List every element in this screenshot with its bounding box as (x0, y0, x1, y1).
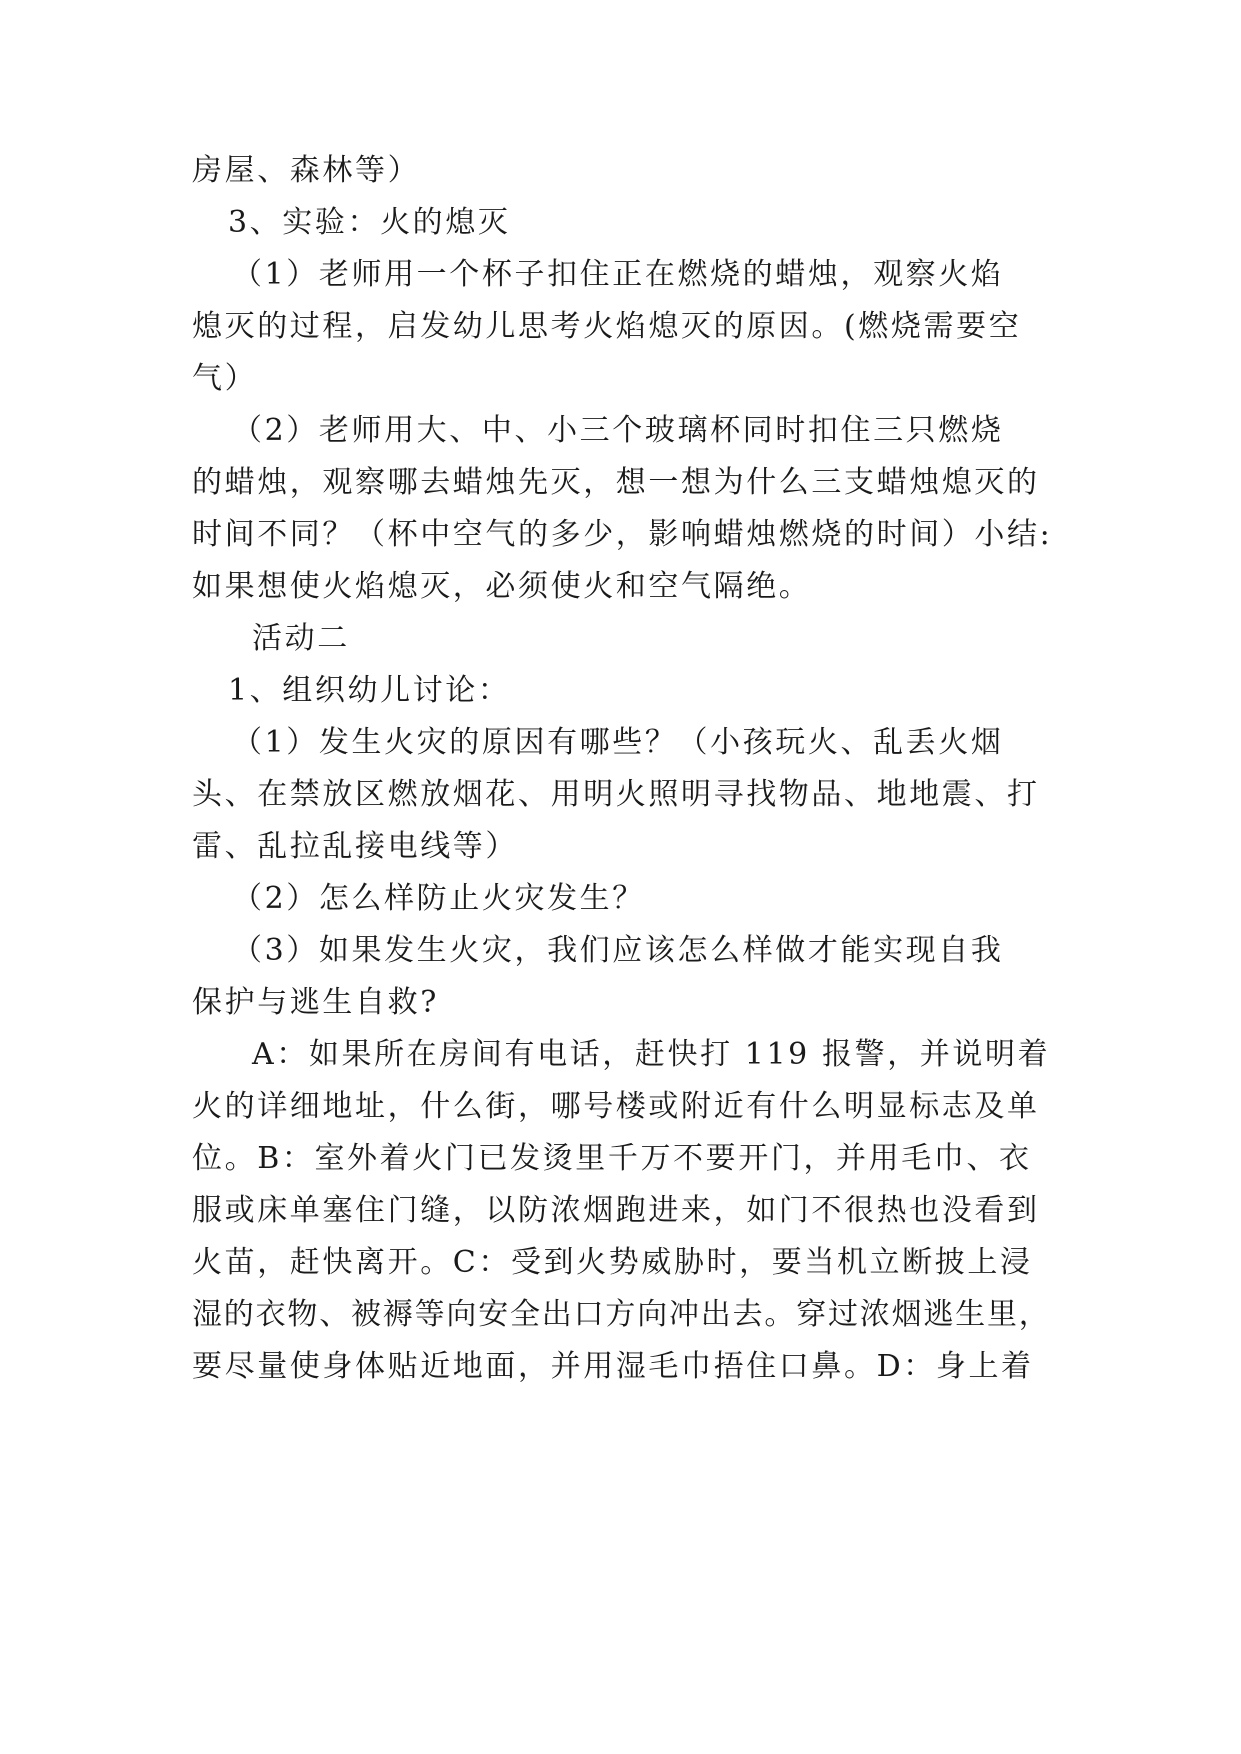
text-line: 火的详细地址，什么街，哪号楼或附近有什么明显标志及单 (192, 1089, 1040, 1124)
text-line: 头、在禁放区燃放烟花、用明火照明寻找物品、地地震、打 (192, 777, 1040, 812)
text-line: 位。B：室外着火门已发烫里千万不要开门，并用毛巾、衣 (192, 1141, 1032, 1176)
text-line: 如果想使火焰熄灭，必须使火和空气隔绝。 (192, 569, 812, 604)
text-line: 保护与逃生自救? (192, 985, 439, 1020)
text-line: 火苗，赶快离开。C：受到火势威胁时，要当机立断披上浸 (192, 1245, 1033, 1280)
text-line: 气） (192, 361, 258, 396)
text-line: （1）老师用一个杯子扣住正在燃烧的蜡烛，观察火焰 (232, 257, 1004, 292)
text-line: 房屋、森林等） (192, 153, 421, 188)
text-line: （3）如果发生火灾，我们应该怎么样做才能实现自我 (232, 933, 1004, 968)
text-line: 的蜡烛，观察哪去蜡烛先灭，想一想为什么三支蜡烛熄灭的 (192, 465, 1040, 500)
section-heading: 活动二 (252, 621, 350, 656)
text-line: 服或床单塞住门缝，以防浓烟跑进来，如门不很热也没看到 (192, 1193, 1040, 1228)
text-line: 时间不同？（杯中空气的多少，影响蜡烛燃烧的时间）小结: (192, 517, 1053, 552)
text-line: 雷、乱拉乱接电线等） (192, 829, 518, 864)
text-line: （1）发生火灾的原因有哪些？（小孩玩火、乱丢火烟 (232, 725, 1004, 760)
text-line: A：如果所在房间有电话，赶快打 119 报警，并说明着 (252, 1037, 1051, 1072)
section-heading: 3、实验：火的熄灭 (228, 205, 511, 240)
section-heading: 1、组织幼儿讨论： (228, 673, 511, 708)
text-line: 湿的衣物、被褥等向安全出口方向冲出去。穿过浓烟逃生里， (192, 1297, 1051, 1332)
text-line: 熄灭的过程，启发幼儿思考火焰熄灭的原因。(燃烧需要空 (192, 309, 1022, 344)
text-line: （2）老师用大、中、小三个玻璃杯同时扣住三只燃烧 (232, 413, 1004, 448)
text-line: 要尽量使身体贴近地面，并用湿毛巾捂住口鼻。D：身上着 (192, 1349, 1034, 1384)
text-line: （2）怎么样防止火灾发生？ (232, 881, 645, 916)
